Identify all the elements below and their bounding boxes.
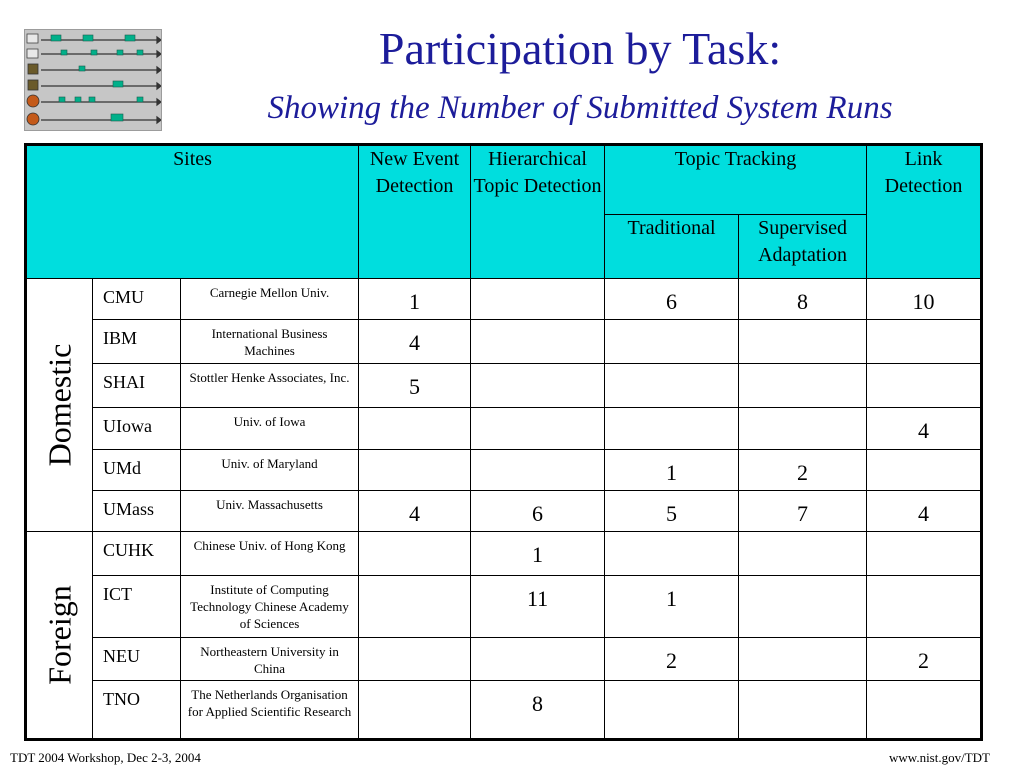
site-row [26, 279, 982, 320]
ned-runs [359, 408, 471, 450]
htd-runs [471, 279, 605, 320]
tracking-supervised-runs: 2 [739, 450, 867, 491]
site-code: ICT [93, 576, 181, 638]
htd-runs [471, 450, 605, 491]
tracking-supervised-runs [739, 638, 867, 681]
footer-url: www.nist.gov/TDT [889, 750, 990, 765]
ned-runs: 1 [359, 279, 471, 320]
header-topic-tracking: Topic Tracking [605, 145, 867, 215]
site-row [26, 364, 982, 408]
page-title: Participation by Task: [378, 23, 782, 74]
site-code: NEU [93, 638, 181, 681]
site-full-name: Univ. of Iowa [181, 408, 359, 450]
link-detection-runs [867, 450, 982, 491]
htd-runs: 1 [471, 532, 605, 576]
header-sites: Sites [26, 145, 359, 279]
site-row [26, 532, 982, 576]
region-label: Domestic [41, 343, 77, 467]
site-code: UMass [93, 491, 181, 532]
site-full-name: The Netherlands Organisation for Applied Scientific Research [181, 681, 359, 740]
tracking-traditional-runs: 6 [605, 279, 739, 320]
ned-runs [359, 450, 471, 491]
site-full-name: Carnegie Mellon Univ. [181, 279, 359, 320]
htd-runs: 6 [471, 491, 605, 532]
site-full-name: Stottler Henke Associates, Inc. [181, 364, 359, 408]
site-code: IBM [93, 320, 181, 364]
tracking-traditional-runs: 1 [605, 576, 739, 638]
tracking-supervised-runs: 8 [739, 279, 867, 320]
htd-runs: 11 [471, 576, 605, 638]
tracking-traditional-runs [605, 408, 739, 450]
link-detection-runs: 2 [867, 638, 982, 681]
link-detection-runs: 4 [867, 491, 982, 532]
tracking-supervised-runs [739, 532, 867, 576]
page-subtitle: Showing the Number of Submitted System Runs [267, 90, 893, 126]
site-code: TNO [93, 681, 181, 740]
link-detection-runs: 4 [867, 408, 982, 450]
site-row [26, 450, 982, 491]
footer-event: TDT 2004 Workshop, Dec 2-3, 2004 [10, 750, 201, 765]
link-detection-runs [867, 532, 982, 576]
tdt-timeline-logo-icon [24, 29, 162, 131]
link-detection-runs [867, 681, 982, 740]
site-row [26, 320, 982, 364]
region-label: Foreign [41, 585, 77, 685]
site-code: CMU [93, 279, 181, 320]
site-row [26, 491, 982, 532]
link-detection-runs [867, 364, 982, 408]
tracking-supervised-runs [739, 681, 867, 740]
header-hierarchical-topic-detection: Hierarchical Topic Detection [471, 145, 605, 279]
tracking-traditional-runs: 2 [605, 638, 739, 681]
tracking-traditional-runs: 1 [605, 450, 739, 491]
tracking-supervised-runs [739, 364, 867, 408]
tracking-traditional-runs [605, 681, 739, 740]
tracking-traditional-runs [605, 532, 739, 576]
tracking-supervised-runs [739, 408, 867, 450]
site-code: UIowa [93, 408, 181, 450]
tracking-supervised-runs [739, 320, 867, 364]
region-cell [26, 279, 93, 532]
site-full-name: Univ. of Maryland [181, 450, 359, 491]
tracking-supervised-runs [739, 576, 867, 638]
site-full-name: International Business Machines [181, 320, 359, 364]
header-new-event-detection: New Event Detection [359, 145, 471, 279]
tracking-traditional-runs [605, 364, 739, 408]
participation-table [24, 143, 983, 741]
header-traditional: Traditional [605, 215, 739, 279]
site-row [26, 576, 982, 638]
site-full-name: Univ. Massachusetts [181, 491, 359, 532]
site-row [26, 408, 982, 450]
htd-runs [471, 408, 605, 450]
site-full-name: Chinese Univ. of Hong Kong [181, 532, 359, 576]
link-detection-runs [867, 576, 982, 638]
region-cell [26, 532, 93, 740]
site-code: CUHK [93, 532, 181, 576]
site-code: SHAI [93, 364, 181, 408]
ned-runs: 5 [359, 364, 471, 408]
htd-runs [471, 320, 605, 364]
site-full-name: Institute of Computing Technology Chinese Academy of Sciences [181, 576, 359, 638]
link-detection-runs: 10 [867, 279, 982, 320]
tracking-supervised-runs: 7 [739, 491, 867, 532]
ned-runs: 4 [359, 320, 471, 364]
site-full-name: Northeastern University in China [181, 638, 359, 681]
site-row [26, 681, 982, 740]
ned-runs [359, 532, 471, 576]
htd-runs [471, 638, 605, 681]
header-supervised-adaptation: Supervised Adaptation [739, 215, 867, 279]
header-link-detection: Link Detection [867, 145, 982, 279]
htd-runs: 8 [471, 681, 605, 740]
ned-runs [359, 638, 471, 681]
site-code: UMd [93, 450, 181, 491]
ned-runs [359, 576, 471, 638]
tracking-traditional-runs: 5 [605, 491, 739, 532]
ned-runs: 4 [359, 491, 471, 532]
ned-runs [359, 681, 471, 740]
site-row [26, 638, 982, 681]
link-detection-runs [867, 320, 982, 364]
htd-runs [471, 364, 605, 408]
tracking-traditional-runs [605, 320, 739, 364]
